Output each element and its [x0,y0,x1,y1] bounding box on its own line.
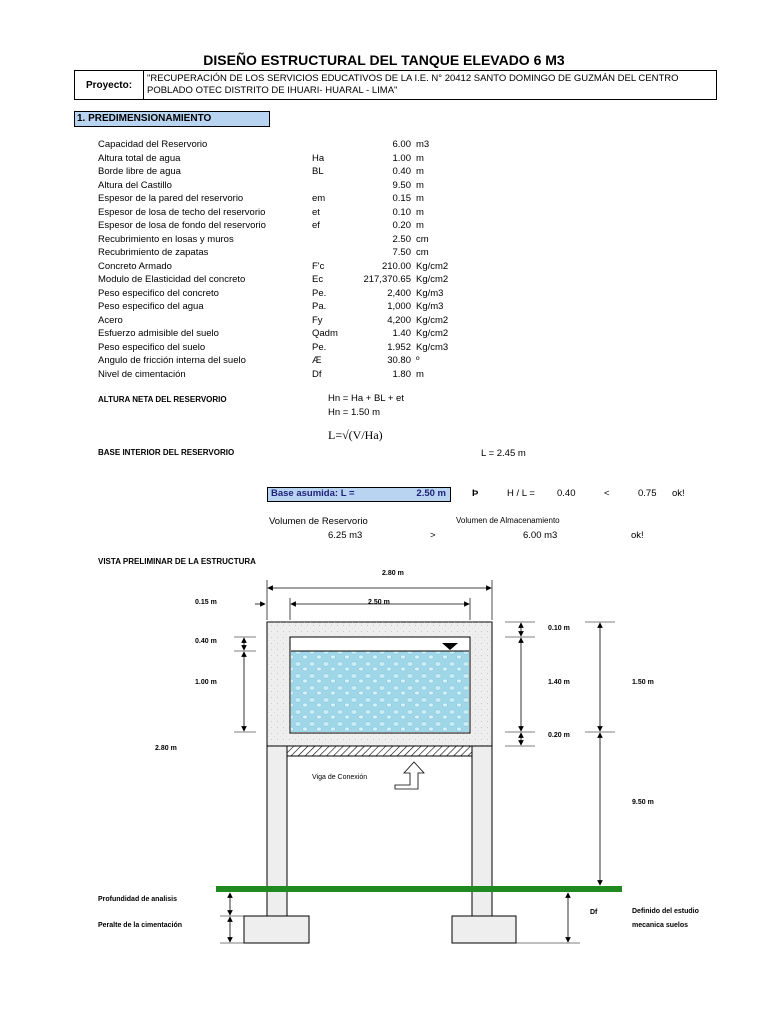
viga-pointer [395,762,424,789]
base-interior-label: BASE INTERIOR DEL RESERVORIO [98,448,235,457]
dim-techo: 0.10 m [548,625,570,632]
param-value: 9.50 [392,179,411,191]
param-label: Borde libre de agua [98,166,181,177]
ground-line [216,886,622,892]
param-symbol: Pa. [312,301,327,312]
param-value: 210.00 [381,260,411,272]
param-label: Modulo de Elasticidad del concreto [98,274,246,285]
param-unit: cm [416,233,429,245]
volumen-compare: > [430,530,436,541]
volumen-ok: ok! [631,530,644,541]
param-unit: Kg/cm2 [416,274,449,285]
param-unit: cm [416,247,429,258]
param-value: 7.50 [392,247,411,258]
param-value: 0.10 [392,206,411,218]
ratio-compare: < [604,488,610,499]
implies-arrow: Þ [472,488,479,499]
ratio-ok: ok! [672,488,685,499]
dim-castillo: 9.50 m [632,799,654,806]
param-value: 1,000 [387,301,411,312]
profundidad-label: Profundidad de analisis [98,896,177,903]
base-asumida-value: 2.50 m [416,488,446,499]
param-symbol: Qadm [312,328,338,339]
param-value: 6.00 [392,139,411,150]
ratio-limit: 0.75 [638,488,657,499]
param-unit: m [416,193,424,204]
left-footing [244,916,309,943]
dim-inner-width: 2.50 m [368,599,390,606]
right-footing [452,916,516,943]
df-label: Df [590,909,598,916]
param-value: 0.40 [392,166,411,177]
param-value: 0.20 [392,220,411,231]
param-unit: º [416,355,420,366]
param-value: 1.40 [392,328,411,339]
param-symbol: Æ [312,355,322,366]
ratio-value: 0.40 [557,488,576,499]
l-formula: L=√(V/Ha) [328,428,383,442]
mecanica-label: mecanica suelos [632,922,689,929]
volumen-reservorio-label: Volumen de Reservorio [269,516,368,527]
section-header-predimensionamiento: 1. PREDIMENSIONAMIENTO [74,111,270,127]
param-symbol: BL [312,166,324,177]
param-label: Peso especifico del agua [98,301,204,312]
param-value: 1.80 [392,368,411,380]
water [291,651,469,732]
project-text: "RECUPERACIÓN DE LOS SERVICIOS EDUCATIVOS DE LA I.E. N° 20412 SANTO DOMINGO DE GUZMÁN DEL CENTRO POBLADO OTEC DISTRITO DE IHUARI- HUARAL - LIMA" [147,73,679,96]
dim-borde-libre: 0.40 m [195,638,217,645]
param-unit: Kg/m3 [416,301,444,312]
param-label: Recubrimiento de zapatas [98,247,209,258]
param-symbol: Df [312,368,322,380]
dim-left-280: 2.80 m [155,745,177,752]
param-value: 0.15 [392,193,411,204]
volumen-almacenamiento-label: Volumen de Almacenamiento [456,516,560,525]
param-label: Concreto Armado [98,260,172,272]
project-label: Proyecto: [75,71,144,99]
param-label: Espesor de losa de fondo del reservorio [98,220,266,231]
dim-total-width: 2.80 m [382,570,404,577]
param-symbol: Pe. [312,287,327,299]
definido-label: Definido del estudio [632,908,699,915]
base-interior-result: L = 2.45 m [481,448,526,459]
param-unit: m [416,179,424,191]
param-unit: Kg/cm3 [416,341,449,353]
dim-fondo: 0.20 m [548,732,570,739]
param-symbol: Pe. [312,341,327,353]
param-label: Recubrimiento en losas y muros [98,233,234,245]
dim-altura-agua: 1.00 m [195,679,217,686]
param-unit: m [416,368,424,380]
param-label: Altura del Castillo [98,179,172,191]
param-label: Espesor de la pared del reservorio [98,193,244,204]
param-symbol: et [312,206,320,218]
param-value: 1.00 [392,152,411,164]
param-value: 30.80 [387,355,411,366]
param-symbol: F'c [312,260,325,272]
ratio-label: H / L = [507,488,535,499]
param-symbol: ef [312,220,320,231]
dim-wall: 0.15 m [195,599,217,606]
param-label: Angulo de fricción interna del suelo [98,355,246,366]
param-unit: Kg/cm2 [416,260,449,272]
param-symbol: Ec [312,274,324,285]
altura-neta-result: Hn = 1.50 m [328,407,381,418]
param-unit: Kg/cm2 [416,328,449,339]
param-unit: Kg/m3 [416,287,444,299]
altura-neta-label: ALTURA NETA DEL RESERVORIO [98,395,227,404]
param-label: Espesor de losa de techo del reservorio [98,206,266,218]
param-label: Capacidad del Reservorio [98,139,208,150]
param-value: 217,370.65 [363,274,411,285]
altura-neta-formula: Hn = Ha + BL + et [328,393,404,404]
param-unit: m3 [416,139,430,150]
param-value: 2,400 [387,287,411,299]
param-label: Esfuerzo admisible del suelo [98,328,219,339]
param-label: Peso especifico del suelo [98,341,206,353]
param-label: Acero [98,314,123,326]
param-value: 1.952 [387,341,411,353]
peralte-label: Peralte de la cimentación [98,922,183,929]
volumen-reservorio-value: 6.25 m3 [328,530,363,541]
param-symbol: Fy [312,314,323,326]
param-unit: Kg/cm2 [416,314,449,326]
param-label: Altura total de agua [98,152,181,164]
param-unit: m [416,152,424,164]
param-unit: m [416,166,424,177]
viga-label: Viga de Conexión [312,774,368,781]
dim-inner-height: 1.40 m [548,679,570,686]
connection-beam [287,746,472,756]
param-label: Nivel de cimentación [98,368,186,380]
param-label: Peso especifico del concreto [98,287,219,299]
dim-total-height: 1.50 m [632,679,654,686]
param-value: 2.50 [392,233,411,245]
param-unit: m [416,220,424,231]
page-title: DISEÑO ESTRUCTURAL DEL TANQUE ELEVADO 6 M3 [203,52,565,68]
param-value: 4,200 [387,314,411,326]
base-asumida-label: Base asumida: L = [271,488,355,499]
volumen-almacenamiento-value: 6.00 m3 [523,530,558,541]
param-unit: m [416,206,424,218]
vista-title: VISTA PRELIMINAR DE LA ESTRUCTURA [98,557,256,566]
param-symbol: Ha [312,152,325,164]
param-symbol: em [312,193,326,204]
